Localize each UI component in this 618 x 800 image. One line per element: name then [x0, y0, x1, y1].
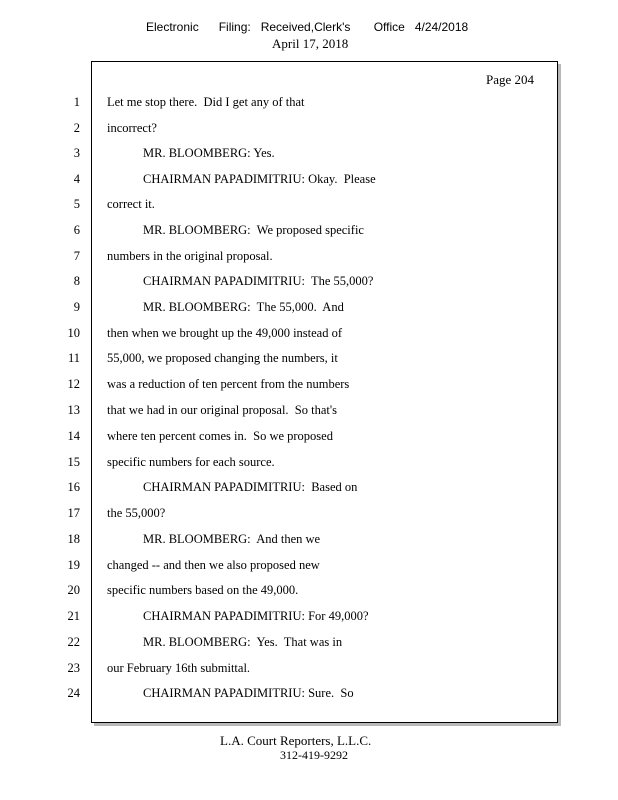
- transcript-line: [0, 146, 600, 164]
- transcript-line: [0, 351, 600, 369]
- transcript-line: [0, 249, 600, 267]
- transcript-line: [0, 172, 600, 190]
- line-number: 14: [67, 429, 80, 443]
- line-text: the 55,000?: [107, 506, 166, 520]
- line-number: 3: [73, 146, 80, 160]
- transcript-line: [0, 686, 600, 704]
- transcript-line: [0, 558, 600, 576]
- line-number: 6: [73, 223, 80, 237]
- transcript-line: [0, 223, 600, 241]
- line-number: 9: [73, 300, 80, 314]
- line-number: 22: [67, 635, 80, 649]
- transcript-line: [0, 429, 600, 447]
- transcript-line: [0, 326, 600, 344]
- line-number: 23: [67, 661, 80, 675]
- line-text: CHAIRMAN PAPADIMITRIU: Sure. So: [143, 686, 354, 700]
- line-text: CHAIRMAN PAPADIMITRIU: Okay. Please: [143, 172, 376, 186]
- transcript-line: [0, 377, 600, 395]
- line-text: that we had in our original proposal. So that's: [107, 403, 337, 417]
- transcript-line: [0, 532, 600, 550]
- line-text: specific numbers based on the 49,000.: [107, 583, 299, 597]
- transcript-line: [0, 661, 600, 679]
- transcript-line: [0, 121, 600, 139]
- line-number: 2: [73, 121, 80, 135]
- transcript-line: [0, 455, 600, 473]
- line-number: 8: [73, 274, 80, 288]
- line-text: MR. BLOOMBERG: And then we: [143, 532, 321, 546]
- line-number: 11: [67, 351, 80, 365]
- line-number: 18: [67, 532, 80, 546]
- line-number: 19: [67, 558, 80, 572]
- transcript-line: [0, 609, 600, 627]
- filing-stamp: Electronic Filing: Received,Clerk's Office 4/24/2018: [146, 20, 469, 34]
- line-text: where ten percent comes in. So we proposed: [107, 429, 333, 443]
- line-text: MR. BLOOMBERG: Yes. That was in: [143, 635, 343, 649]
- line-text: specific numbers for each source.: [107, 455, 275, 469]
- line-number: 7: [73, 249, 80, 263]
- line-number: 21: [67, 609, 80, 623]
- line-text: CHAIRMAN PAPADIMITRIU: For 49,000?: [143, 609, 369, 623]
- line-number: 24: [67, 686, 80, 700]
- transcript-line: [0, 635, 600, 653]
- line-number: 15: [67, 455, 80, 469]
- line-number: 4: [73, 172, 80, 186]
- line-text: changed -- and then we also proposed new: [107, 558, 320, 572]
- transcript-line: [0, 583, 600, 601]
- line-number: 16: [67, 480, 80, 494]
- transcript-line: [0, 95, 600, 113]
- line-text: was a reduction of ten percent from the numbers: [107, 377, 350, 391]
- court-reporter-phone: 312-419-9292: [280, 748, 348, 762]
- line-number: 17: [67, 506, 80, 520]
- line-text: CHAIRMAN PAPADIMITRIU: Based on: [143, 480, 358, 494]
- court-reporter-name: L.A. Court Reporters, L.L.C.: [220, 733, 372, 748]
- line-text: numbers in the original proposal.: [107, 249, 273, 263]
- line-number: 13: [67, 403, 80, 417]
- line-number: 5: [73, 197, 80, 211]
- line-text: MR. BLOOMBERG: We proposed specific: [143, 223, 364, 237]
- line-text: our February 16th submittal.: [107, 661, 251, 675]
- line-text: MR. BLOOMBERG: Yes.: [143, 146, 275, 160]
- line-number: 1: [73, 95, 80, 109]
- transcript-line: [0, 300, 600, 318]
- transcript-line: [0, 506, 600, 524]
- transcript-line: [0, 197, 600, 215]
- line-text: incorrect?: [107, 121, 157, 135]
- line-text: then when we brought up the 49,000 instead of: [107, 326, 343, 340]
- line-text: correct it.: [107, 197, 155, 211]
- transcript-line: [0, 403, 600, 421]
- transcript-date: April 17, 2018: [272, 36, 349, 51]
- line-number: 12: [67, 377, 80, 391]
- line-text: MR. BLOOMBERG: The 55,000. And: [143, 300, 344, 314]
- page-number: Page 204: [485, 72, 534, 87]
- line-number: 20: [67, 583, 80, 597]
- line-text: Let me stop there. Did I get any of that: [107, 95, 305, 109]
- transcript-line: [0, 480, 600, 498]
- transcript-line: [0, 274, 600, 292]
- line-text: 55,000, we proposed changing the numbers, it: [107, 351, 338, 365]
- line-number: 10: [67, 326, 80, 340]
- line-text: CHAIRMAN PAPADIMITRIU: The 55,000?: [143, 274, 374, 288]
